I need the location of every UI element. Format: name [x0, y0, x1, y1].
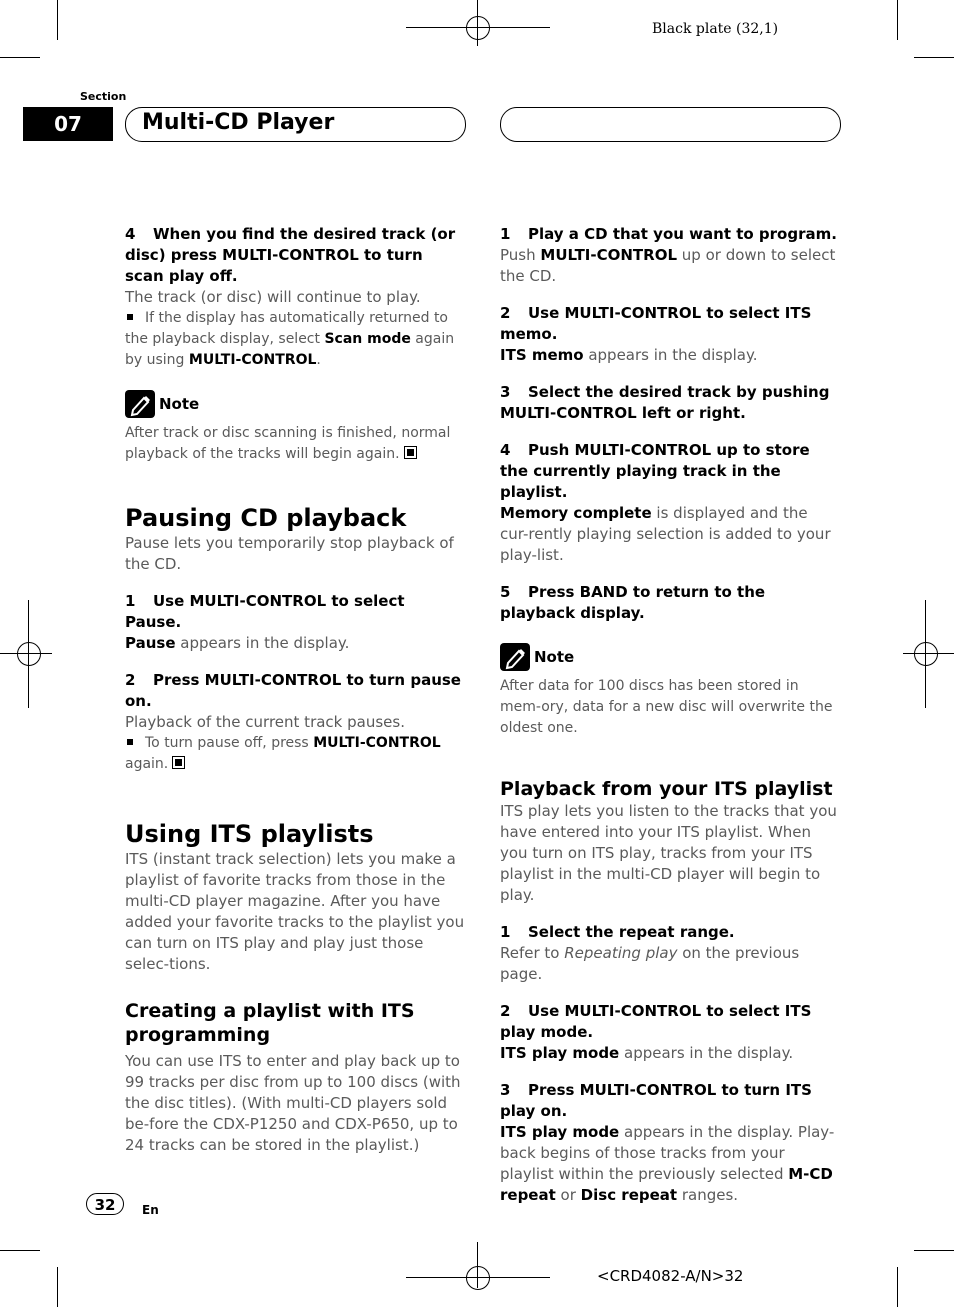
- step-body: Memory complete is displayed and the cur-rently playing selection is added to your play-list.: [500, 504, 831, 564]
- step-body: Push MULTI-CONTROL up or down to select the CD.: [500, 246, 836, 285]
- its-intro: ITS (instant track selection) lets you make a playlist of favorite tracks from those in the multi-CD player magazine. After you have added your favorite tracks to the playlist you can turn on ITS play and play just those selec-tions.: [125, 850, 465, 973]
- step-heading: 3 Press MULTI-CONTROL to turn ITS play on.: [500, 1081, 812, 1120]
- step-heading: 4 When you find the desired track (or disc) press MULTI-CONTROL to turn scan play off.: [125, 225, 456, 285]
- heading-its: Using ITS playlists: [125, 820, 374, 848]
- section-title-box: [125, 107, 466, 142]
- step-heading: 1 Use MULTI-CONTROL to select Pause.: [125, 592, 405, 631]
- pencil-note-icon: [500, 643, 530, 671]
- step-heading: 5 Press BAND to return to the playback display.: [500, 583, 766, 622]
- crop-mark: [914, 57, 954, 58]
- bullet-note: To turn pause off, press MULTI-CONTROL again.: [125, 735, 441, 772]
- left-column: [125, 224, 465, 1156]
- crop-mark: [914, 1250, 954, 1251]
- crop-mark: [897, 1267, 898, 1307]
- step-heading: 2 Use MULTI-CONTROL to select ITS play mode.: [500, 1002, 812, 1041]
- heading-pausing: Pausing CD playback: [125, 504, 407, 532]
- note-text: After track or disc scanning is finished, normal playback of the tracks will begin again.: [125, 425, 451, 462]
- section-title: Multi-CD Player: [142, 110, 335, 135]
- section-label: Section: [80, 90, 127, 103]
- bullet-note: If the display has automatically returned to the playback display, select Scan mode again by using MULTI-CONTROL.: [125, 310, 455, 368]
- note-label: Note: [534, 647, 575, 666]
- crop-mark: [57, 0, 58, 40]
- step-body: Pause appears in the display.: [125, 634, 350, 652]
- note-header: [125, 389, 465, 419]
- end-mark-icon: [404, 446, 417, 459]
- step-heading: 2 Use MULTI-CONTROL to select ITS memo.: [500, 304, 812, 343]
- bullet-icon: [127, 314, 133, 320]
- right-title-box: [500, 107, 841, 142]
- create-body: You can use ITS to enter and play back up to 99 tracks per disc from up to 100 discs (with the disc titles). (With multi-CD players sold be-fore the CDX-P1250 and CDX-P650, up to 24 tracks can be stored in the playlist.): [125, 1052, 461, 1154]
- step-body: The track (or disc) will continue to play.: [125, 288, 421, 306]
- note-header: [500, 642, 840, 672]
- registration-mark: [908, 636, 944, 672]
- crop-mark: [897, 0, 898, 40]
- step-body: ITS memo appears in the display.: [500, 346, 758, 364]
- document-code: <CRD4082-A/N>32: [597, 1267, 744, 1285]
- step-body: ITS play mode appears in the display.: [500, 1044, 794, 1062]
- plate-label: Black plate (32,1): [652, 21, 779, 37]
- crop-mark: [0, 57, 40, 58]
- crop-mark: [0, 1250, 40, 1251]
- page-number: 32: [86, 1193, 124, 1215]
- step-heading: 4 Push MULTI-CONTROL up to store the currently playing track in the playlist.: [500, 441, 810, 501]
- registration-mark: [460, 1260, 496, 1296]
- bullet-icon: [127, 739, 133, 745]
- note-text: After data for 100 discs has been stored in mem-ory, data for a new disc will overwrite the oldest one.: [500, 678, 833, 736]
- language-label: En: [142, 1203, 159, 1217]
- step-heading: 2 Press MULTI-CONTROL to turn pause on.: [125, 671, 461, 710]
- pencil-note-icon: [125, 390, 155, 418]
- registration-mark: [11, 636, 47, 672]
- end-mark-icon: [172, 756, 185, 769]
- step-body: Playback of the current track pauses.: [125, 713, 405, 731]
- crop-mark: [57, 1267, 58, 1307]
- step-heading: 1 Play a CD that you want to program.: [500, 225, 837, 243]
- heading-playback: Playback from your ITS playlist: [500, 778, 833, 800]
- heading-creating: Creating a playlist with ITS programming: [125, 1000, 415, 1046]
- step-heading: 3 Select the desired track by pushing MULTI-CONTROL left or right.: [500, 383, 830, 422]
- step-body: Refer to Repeating play on the previous page.: [500, 944, 800, 983]
- section-number: 07: [23, 107, 113, 141]
- step-body: ITS play mode appears in the display. Play-back begins of those tracks from your playlist within the previously selected M-CD repeat or Disc repeat ranges.: [500, 1123, 835, 1204]
- note-label: Note: [159, 394, 200, 413]
- pause-intro: Pause lets you temporarily stop playback of the CD.: [125, 534, 454, 573]
- play-intro: ITS play lets you listen to the tracks that you have entered into your ITS playlist. When you turn on ITS play, tracks from your ITS playlist in the multi-CD player will begin to play.: [500, 802, 837, 904]
- registration-mark: [460, 10, 496, 46]
- right-column: [500, 224, 840, 1206]
- step-heading: 1 Select the repeat range.: [500, 923, 735, 941]
